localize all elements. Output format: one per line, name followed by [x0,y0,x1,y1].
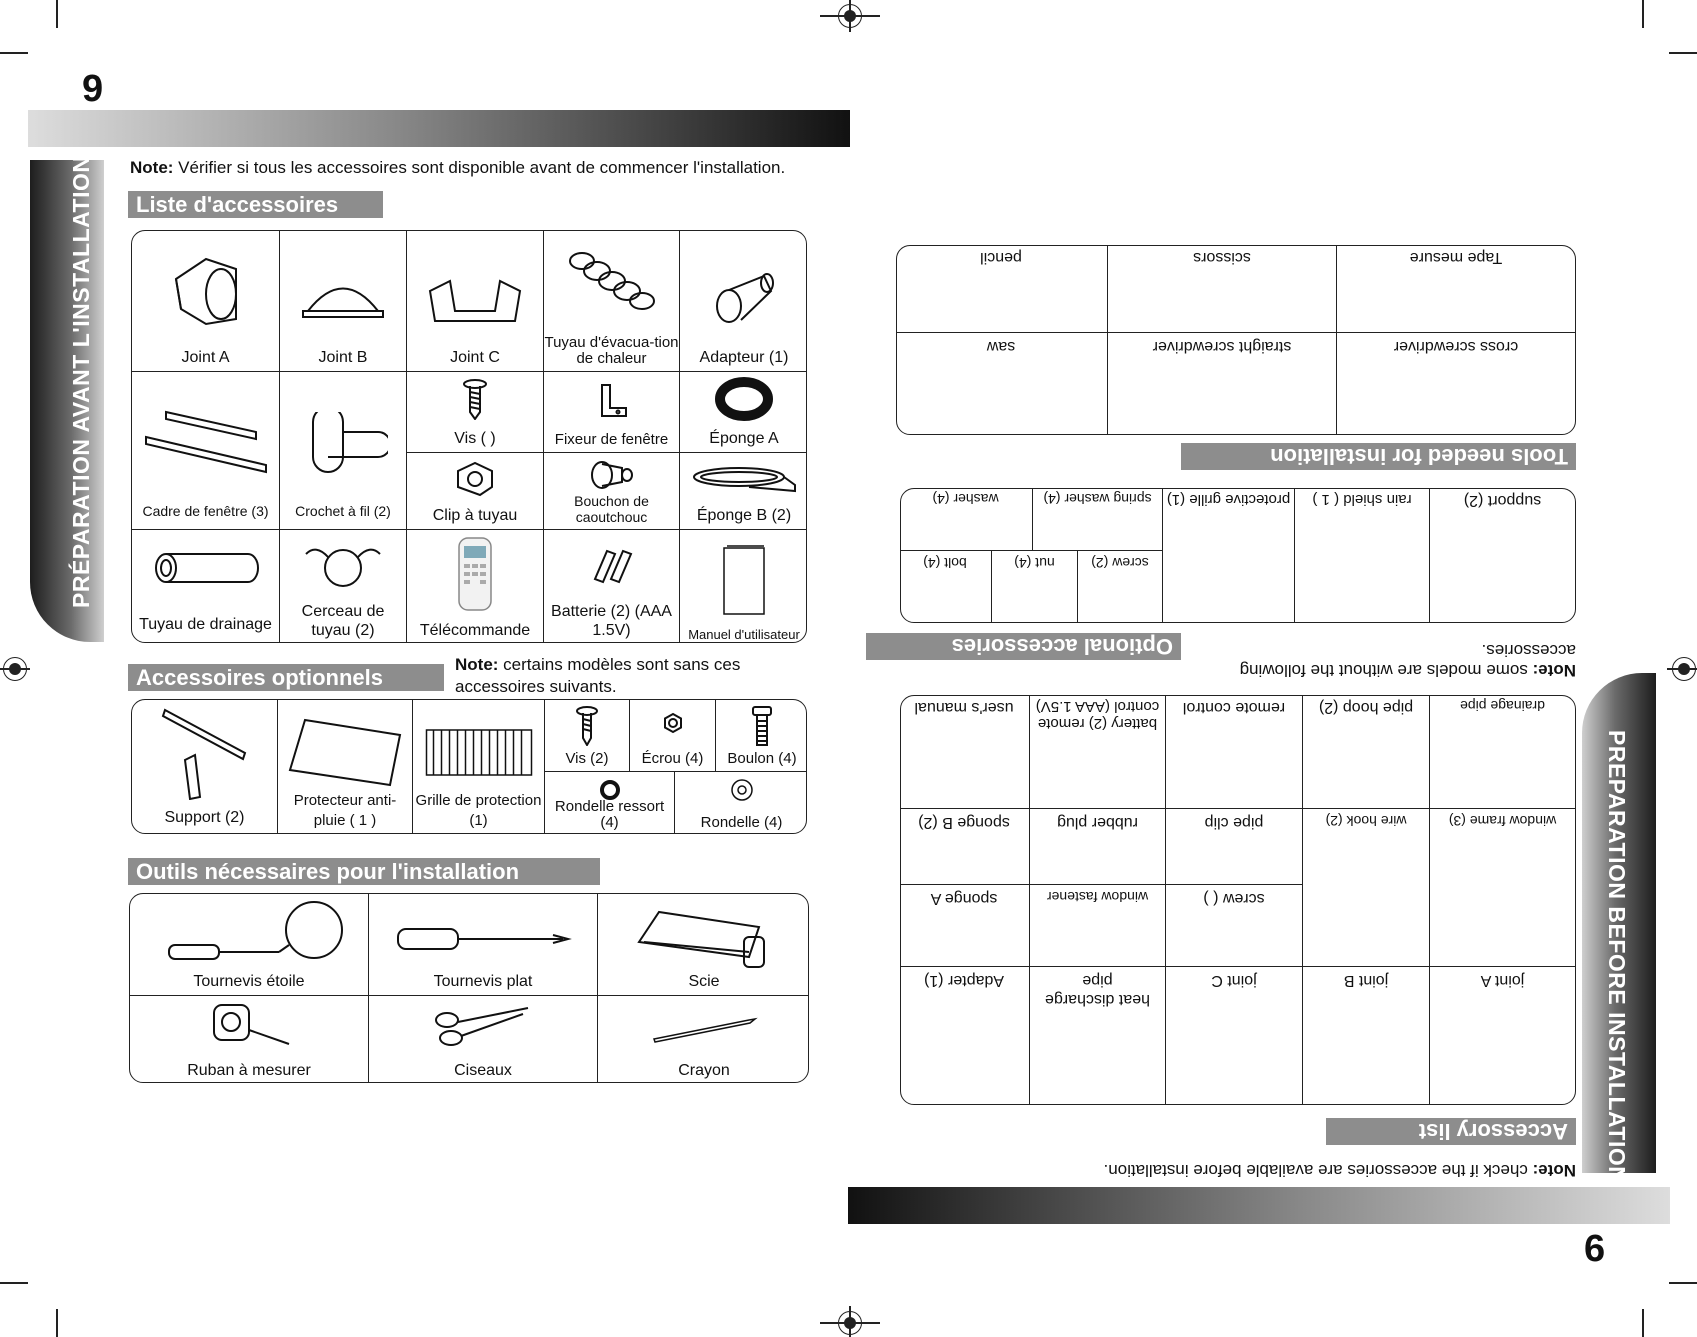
optional-cell [1032,488,1162,550]
side-tab-label: PREPARATION BEFORE INSTALLATION [1604,730,1630,1184]
optional-label: nut (4) [1014,555,1055,571]
scissors-icon [433,1004,533,1049]
bolt-icon [750,705,774,747]
accessory-label: Joint A [181,349,230,366]
optional-label: Protecteur anti-pluie ( 1 ) [293,792,397,829]
note-label: Note: [130,158,174,177]
accessory-label: Cerceau de tuyau (2) [301,603,385,639]
saw-icon [624,902,784,972]
optional-label: Rondelle ressort (4) [554,798,665,831]
section-heading: Optional accessories [866,633,1181,660]
accessory-cell [1165,966,1302,1104]
accessory-label: wire hook (2) [1325,813,1407,829]
optional-note [455,654,755,698]
crop-mark [1669,1282,1697,1284]
registration-mark-icon [838,4,862,28]
crop-mark [1642,1309,1644,1337]
accessory-cell [1165,695,1302,808]
optional-cell [545,772,675,834]
remote-icon [455,536,495,612]
optional-label: Vis (2) [565,750,609,767]
optional-table [131,699,807,834]
crop-mark [0,52,28,54]
hose-icon [562,246,662,316]
tool-cell [369,996,598,1083]
rubber-plug-icon [587,459,637,491]
optional-cell [991,550,1077,622]
optional-table [900,488,1576,623]
crop-mark [1642,0,1644,28]
optional-cell [675,772,807,834]
tool-cell [1107,332,1336,434]
accessory-cell [1165,808,1302,884]
accessory-label: Adapteur (1) [699,349,789,366]
accessory-label: joint A [1480,972,1525,989]
battery-icon [587,545,637,585]
accessory-label: window frame (3) [1448,813,1557,829]
optional-label: screw (2) [1091,555,1149,571]
tool-cell [1336,332,1575,434]
optional-label: Rondelle (4) [700,814,783,831]
page-number: 9 [82,68,104,110]
accessory-label: heat discharge pipe [1045,972,1150,1008]
note-text: Vérifier si tous les accessoires sont disponible avant de commencer l'installation. [173,158,786,177]
optional-label: rain shield ( 1 ) [1312,491,1412,508]
header-bar [28,110,850,147]
accessory-label: Crochet à fil (2) [295,503,391,519]
tool-label: Tournevis étoile [193,973,305,990]
note-text: some models are without the following accessories. [1239,641,1576,680]
optional-note [1236,640,1576,680]
crop-mark [0,1282,28,1284]
washer-icon [730,778,754,802]
optional-cell [900,550,991,622]
tool-label: cross screwdriver [1393,338,1519,355]
tool-label: scissors [1193,249,1251,266]
accessory-cell [1029,884,1165,966]
joint-a-icon [166,249,246,329]
registration-mark-icon [1672,657,1696,681]
tools-table [896,245,1576,435]
optional-label: Support (2) [164,809,245,826]
joint-b-icon [298,271,388,321]
crop-mark [56,0,58,28]
header-bar [848,1187,1670,1224]
tool-cell [1336,245,1575,332]
optional-cell [630,700,716,772]
tool-cell [598,996,809,1083]
accessory-cell [1302,695,1429,808]
accessory-cell [280,530,407,643]
accessory-table [900,695,1576,1105]
accessory-cell [1029,808,1165,884]
pipe-clip-icon [450,459,500,499]
accessory-cell [280,372,407,530]
accessory-cell [544,372,680,453]
tape-measure-icon [204,1000,294,1050]
accessory-cell [680,231,807,372]
accessory-label: Cadre de fenêtre (3) [142,503,269,519]
accessory-cell [1029,695,1165,808]
wire-hook-icon [298,412,388,482]
note-label: Note: [1532,1161,1576,1180]
tool-cell [1107,245,1336,332]
cross-screwdriver-icon [149,900,349,970]
pencil-icon [649,1014,759,1044]
screw-icon [575,706,599,746]
page-number: 6 [1584,1228,1606,1270]
tool-label: Tape mesure [1409,249,1503,266]
tool-cell [130,996,369,1083]
accessory-cell [1029,966,1165,1104]
note-text: certains modèles sont sans ces accessoires suivants. [455,655,741,696]
tool-label: saw [986,338,1016,355]
accessory-label: Éponge A [709,430,779,447]
optional-label: Grille de protection (1) [415,792,542,829]
screw-icon [460,378,490,420]
accessory-label: joint C [1211,972,1257,989]
note [1104,1160,1576,1180]
tool-cell [369,894,598,996]
accessory-cell [1429,966,1575,1104]
rain-shield-icon [285,715,405,790]
tool-cell [896,332,1107,434]
optional-cell [1162,488,1294,622]
note-label: Note: [1532,661,1576,680]
optional-label: Boulon (4) [727,750,797,767]
registration-mark-icon [838,1311,862,1335]
manual-icon [719,544,769,616]
accessory-label: Vis ( ) [454,430,496,447]
tool-cell [598,894,809,996]
side-tab-label: PRÉPARATION AVANT L'INSTALLATION [68,155,94,608]
accessory-cell [132,530,280,643]
accessory-label: sponge A [930,890,998,907]
tools-table [129,893,809,1083]
accessory-cell [280,231,407,372]
section-heading: Accessory list [1326,1118,1576,1145]
optional-cell [413,700,545,834]
accessory-label: Batterie (2) (AAA 1.5V) [551,603,672,639]
accessory-cell [407,530,544,643]
accessory-cell [1429,808,1575,966]
drain-pipe-icon [151,550,261,586]
accessory-cell [900,884,1029,966]
right-page-content [876,240,1576,1180]
accessory-label: window fastener [1046,889,1149,905]
optional-cell [1429,488,1575,622]
accessory-label: Clip à tuyau [432,507,518,524]
accessory-cell [407,231,544,372]
note [130,158,785,178]
section-heading: Accessoires optionnels [128,664,444,691]
tool-label: straight screwdriver [1152,338,1292,355]
straight-screwdriver-icon [393,924,573,954]
note-text: check if the accessories are available before installation. [1103,1161,1533,1180]
tool-label: Crayon [678,1062,730,1079]
accessory-label: rubber plug [1057,814,1138,831]
accessory-label: user's manual [914,699,1014,716]
accessory-label: Joint C [450,349,500,366]
optional-label: Écrou (4) [641,750,704,767]
accessory-cell [132,231,280,372]
note-label: Note: [455,655,499,674]
tool-label: Scie [688,973,720,990]
support-icon [155,705,255,800]
optional-label: spring washer (4) [1043,491,1152,507]
accessory-cell [132,372,280,530]
accessory-label: sponge B (2) [918,814,1010,831]
tool-label: Ruban à mesurer [187,1062,311,1079]
accessory-label: Joint B [318,349,368,366]
accessory-label: battery (2) remote control (AAA 1.5V) [1035,698,1160,732]
optional-cell [132,700,278,834]
accessory-cell [900,966,1029,1104]
adapter-icon [709,266,779,326]
accessory-label: pipe clip [1204,814,1264,831]
accessory-label: Adapter (1) [923,972,1005,989]
accessory-label: Tuyau d'évacua-tion de chaleur [544,334,679,367]
optional-cell [1294,488,1429,622]
tool-cell [896,245,1107,332]
accessory-cell [680,372,807,453]
optional-cell [545,700,630,772]
window-frame-icon [141,407,271,477]
sponge-a-icon [714,377,774,422]
section-heading: Liste d'accessoires [128,191,383,218]
accessory-cell [544,530,680,643]
registration-mark-icon [3,657,27,681]
accessory-cell [407,453,544,530]
tool-label: Tournevis plat [433,973,533,990]
accessory-cell [1165,884,1302,966]
accessory-label: Bouchon de caoutchouc [574,493,649,525]
window-fastener-icon [592,380,632,420]
accessory-label: Fixeur de fenêtre [554,431,669,448]
crop-mark [56,1309,58,1337]
accessory-label: Tuyau de drainage [139,616,272,633]
accessory-label: remote control [1182,699,1286,716]
section-heading: Tools needed for installation [1181,443,1576,470]
optional-label: support (2) [1463,492,1542,509]
accessory-table [131,230,807,643]
accessory-label: joint B [1343,972,1389,989]
accessory-cell [1302,966,1429,1104]
crop-mark [1669,52,1697,54]
accessory-label: Télécommande [419,622,531,639]
pipe-hoop-icon [298,540,388,590]
optional-label: washer (4) [932,491,999,507]
protective-grille-icon [421,725,536,780]
optional-cell [900,488,1032,550]
accessory-label: pipe hoop (2) [1318,699,1414,716]
optional-cell [1077,550,1162,622]
accessory-cell [680,530,807,643]
accessory-cell [544,231,680,372]
sponge-b-icon [689,465,799,495]
accessory-cell [544,453,680,530]
optional-cell [278,700,413,834]
accessory-cell [407,372,544,453]
joint-c-icon [425,271,525,326]
accessory-cell [1302,808,1429,966]
optional-label: bolt (4) [923,555,967,571]
accessory-cell [1429,695,1575,808]
accessory-label: Manuel d'utilisateur [688,627,800,642]
tool-label: pencil [980,249,1022,266]
nut-icon [662,712,684,734]
accessory-label: Éponge B (2) [696,507,792,524]
section-heading: Outils nécessaires pour l'installation [128,858,600,885]
tool-cell [130,894,369,996]
tool-label: Ciseaux [454,1062,512,1079]
accessory-cell [680,453,807,530]
accessory-label: screw ( ) [1203,890,1265,907]
optional-cell [716,700,807,772]
accessory-label: drainage pipe [1460,698,1545,714]
optional-label: protective grille (1) [1166,491,1291,508]
accessory-cell [900,695,1029,808]
accessory-cell [900,808,1029,884]
